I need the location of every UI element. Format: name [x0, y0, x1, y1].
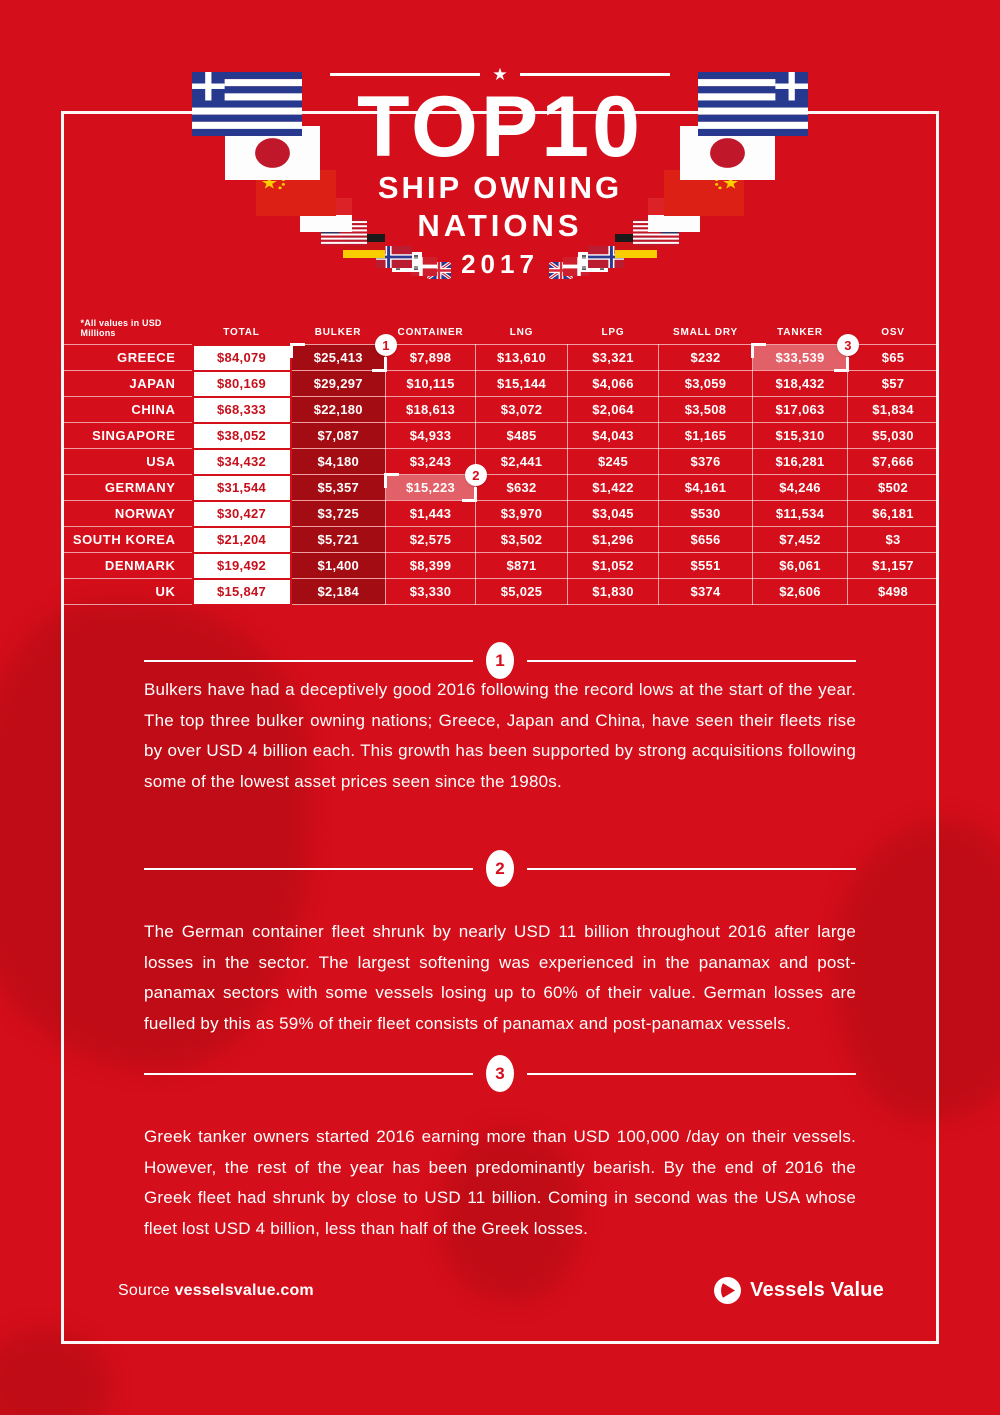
- table-row: [63, 345, 939, 371]
- value-cell: $1,422: [568, 475, 659, 501]
- country-label: DENMARK: [63, 553, 193, 579]
- table-row: [63, 553, 939, 579]
- value-cell: $31,544: [193, 475, 291, 501]
- page-year: 2017: [461, 249, 539, 279]
- value-cell: $1,400: [291, 553, 386, 579]
- highlight-bracket: [384, 473, 399, 488]
- table-row: [63, 423, 939, 449]
- value-cell: $1,052: [568, 553, 659, 579]
- section-3-number-badge: 3: [486, 1055, 514, 1092]
- value-cell: $551: [659, 553, 753, 579]
- column-header: LPG: [601, 327, 625, 338]
- value-cell: $2,184: [291, 579, 386, 605]
- country-label: NORWAY: [63, 501, 193, 527]
- value-cell: $3,502: [476, 527, 568, 553]
- value-cell: $18,432: [753, 371, 848, 397]
- value-cell: $4,161: [659, 475, 753, 501]
- callout-3-badge: 3: [837, 334, 859, 356]
- value-cell: $3,725: [291, 501, 386, 527]
- table-container: [62, 318, 938, 606]
- value-cell: $498: [848, 579, 939, 605]
- value-cell: $1,157: [848, 553, 939, 579]
- value-cell: $5,025: [476, 579, 568, 605]
- value-cell: $3,045: [568, 501, 659, 527]
- section-3: [144, 1055, 856, 1244]
- highlight-bracket: [462, 487, 477, 502]
- value-cell: $3,243: [386, 449, 476, 475]
- table-row: [63, 449, 939, 475]
- value-cell: $4,933: [386, 423, 476, 449]
- value-cell: $5,030: [848, 423, 939, 449]
- column-header: OSV: [881, 327, 905, 338]
- value-cell: $4,180: [291, 449, 386, 475]
- header: [0, 0, 1000, 300]
- table-row: [63, 579, 939, 605]
- country-label: GREECE: [63, 345, 193, 371]
- value-cell: $232: [659, 345, 753, 371]
- value-cell: $65: [848, 345, 939, 371]
- highlight-bracket: [290, 343, 305, 358]
- value-cell: $18,613: [386, 397, 476, 423]
- value-cell: $3,072: [476, 397, 568, 423]
- section-2-divider: [144, 850, 856, 887]
- value-cell: $15,847: [193, 579, 291, 605]
- value-cell: $10,115: [386, 371, 476, 397]
- value-cell: $1,834: [848, 397, 939, 423]
- value-cell: $15,144: [476, 371, 568, 397]
- value-cell: $6,181: [848, 501, 939, 527]
- value-cell: $4,043: [568, 423, 659, 449]
- table-row: [63, 371, 939, 397]
- value-cell: $3,508: [659, 397, 753, 423]
- value-cell: $374: [659, 579, 753, 605]
- country-label: SINGAPORE: [63, 423, 193, 449]
- column-header: LNG: [509, 327, 534, 338]
- section-2-text: The German container fleet shrunk by nearly USD 11 billion throughout 2016 after large losses in the sector. The largest softening was experienced in the panamax and post-panamax sectors with some vessels losing up to 60% of their value. German losses are fuelled by this as 59% of their fleet consists of panamax and post-panamax vessels.: [144, 922, 856, 1033]
- country-label: CHINA: [63, 397, 193, 423]
- value-cell: $22,180: [291, 397, 386, 423]
- table-row: [63, 397, 939, 423]
- value-cell: $2,064: [568, 397, 659, 423]
- highlight-bracket: [751, 343, 766, 358]
- ornament-line: [520, 73, 670, 76]
- value-cell: $15,310: [753, 423, 848, 449]
- table-footnote: *All values in USD Millions: [80, 318, 162, 338]
- value-cell: $3,059: [659, 371, 753, 397]
- value-cell: $7,452: [753, 527, 848, 553]
- value-cell: $245: [568, 449, 659, 475]
- country-label: UK: [63, 579, 193, 605]
- value-cell: $13,610: [476, 345, 568, 371]
- value-cell: $4,066: [568, 371, 659, 397]
- value-cell: $29,297: [291, 371, 386, 397]
- page-subtitle-1: SHIP OWNING: [377, 170, 623, 205]
- value-cell: $16,281: [753, 449, 848, 475]
- value-cell: $19,492: [193, 553, 291, 579]
- section-3-divider: [144, 1055, 856, 1092]
- value-cell: $5,721: [291, 527, 386, 553]
- value-cell: $871: [476, 553, 568, 579]
- highlight-bracket: [834, 357, 849, 372]
- page-title: TOP10: [357, 79, 643, 175]
- value-cell: $2,606: [753, 579, 848, 605]
- ship-values-table: [62, 318, 939, 606]
- country-label: JAPAN: [63, 371, 193, 397]
- value-cell: $11,534: [753, 501, 848, 527]
- value-cell: $21,204: [193, 527, 291, 553]
- value-cell: $2,575: [386, 527, 476, 553]
- country-label: SOUTH KOREA: [63, 527, 193, 553]
- table-row: [63, 527, 939, 553]
- value-cell: $3: [848, 527, 939, 553]
- table-row: [63, 475, 939, 501]
- value-cell: $57: [848, 371, 939, 397]
- value-cell: $530: [659, 501, 753, 527]
- page-subtitle-2: NATIONS: [417, 208, 583, 243]
- value-cell: $30,427: [193, 501, 291, 527]
- column-header: SMALL DRY: [673, 327, 738, 338]
- value-cell: $33,539 3: [753, 345, 848, 371]
- section-1-number-badge: 1: [486, 642, 514, 679]
- value-cell: $7,666: [848, 449, 939, 475]
- value-cell: $34,432: [193, 449, 291, 475]
- column-header: TANKER: [777, 327, 823, 338]
- column-header: CONTAINER: [397, 327, 464, 338]
- country-label: GERMANY: [63, 475, 193, 501]
- value-cell: $1,296: [568, 527, 659, 553]
- value-cell: $25,413 1: [291, 345, 386, 371]
- value-cell: $17,063: [753, 397, 848, 423]
- value-cell: $68,333: [193, 397, 291, 423]
- country-label: USA: [63, 449, 193, 475]
- ornament-line: [330, 73, 480, 76]
- value-cell: $15,223 2: [386, 475, 476, 501]
- flag-greece-icon: [192, 72, 302, 136]
- value-cell: $1,443: [386, 501, 476, 527]
- value-cell: $5,357: [291, 475, 386, 501]
- value-cell: $3,321: [568, 345, 659, 371]
- value-cell: $7,087: [291, 423, 386, 449]
- brand-name: Vessels Value: [750, 1279, 884, 1301]
- value-cell: $4,246: [753, 475, 848, 501]
- callout-2-badge: 2: [465, 464, 487, 486]
- value-cell: $1,830: [568, 579, 659, 605]
- column-header: BULKER: [314, 327, 362, 338]
- value-cell: $2,441: [476, 449, 568, 475]
- value-cell: $6,061: [753, 553, 848, 579]
- value-cell: $3,970: [476, 501, 568, 527]
- star-icon: ★: [492, 65, 508, 84]
- vesselsvalue-logo-icon: [714, 1277, 741, 1304]
- value-cell: $84,079: [193, 345, 291, 371]
- brand-logo: [714, 1277, 884, 1304]
- column-header: TOTAL: [223, 326, 260, 338]
- highlight-bracket: [372, 357, 387, 372]
- flag-greece-icon: [698, 72, 808, 136]
- section-3-text: Greek tanker owners started 2016 earning more than USD 100,000 /day on their vessels. However, the rest of the year has been predominantly bearish. By the end of 2016 the Greek fleet had shrunk by close to USD 11 billion. Coming in second was the USA whose fleet lost USD 4 billion, less than half of the Greek losses.: [144, 1127, 856, 1238]
- value-cell: $502: [848, 475, 939, 501]
- section-2: [144, 850, 856, 1039]
- value-cell: $376: [659, 449, 753, 475]
- section-2-number-badge: 2: [486, 850, 514, 887]
- section-1: [144, 643, 856, 797]
- value-cell: $656: [659, 527, 753, 553]
- value-cell: $8,399: [386, 553, 476, 579]
- source-line: [118, 1282, 314, 1300]
- value-cell: $485: [476, 423, 568, 449]
- source-link-text: vesselsvalue.com: [174, 1282, 314, 1299]
- value-cell: $3,330: [386, 579, 476, 605]
- value-cell: $632: [476, 475, 568, 501]
- callout-1-badge: 1: [375, 334, 397, 356]
- table-row: [63, 501, 939, 527]
- section-1-divider: [144, 642, 856, 679]
- section-1-text: Bulkers have had a deceptively good 2016 following the record lows at the start of the year. The top three bulker owning nations; Greece, Japan and China, have seen their fleets rise by over USD 4 billion each. This growth has been supported by strong acquisitions following some of the lowest asset prices seen since the 1980s.: [144, 680, 856, 791]
- value-cell: $38,052: [193, 423, 291, 449]
- value-cell: $80,169: [193, 371, 291, 397]
- source-label: Source: [118, 1282, 170, 1299]
- value-cell: $1,165: [659, 423, 753, 449]
- value-cell: $7,898: [386, 345, 476, 371]
